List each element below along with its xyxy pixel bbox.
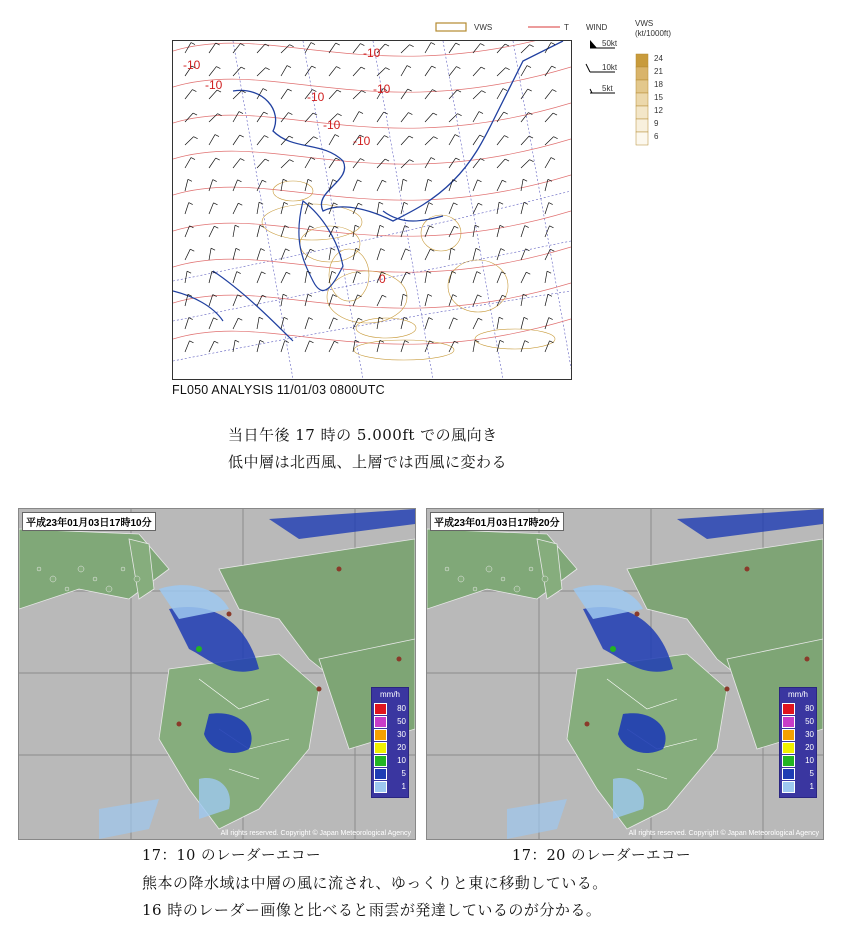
vws-scale-value: 15 xyxy=(654,93,663,102)
temperature-label: -10 xyxy=(183,58,201,72)
radar-description-line1: 熊本の降水域は中層の風に流され、ゆっくりと東に移動している。 xyxy=(142,874,608,892)
radar-scale-unit: mm/h xyxy=(380,690,400,699)
vws-scale-cell xyxy=(636,54,648,67)
vws-scale-cell xyxy=(636,106,648,119)
vws-scale-unit: (kt/1000ft) xyxy=(635,29,672,38)
radar-scale-level xyxy=(782,741,814,754)
radar-scale-level xyxy=(374,702,406,715)
vws-scale-column xyxy=(636,54,663,145)
radar-scale-level xyxy=(374,754,406,767)
radar-scale-level xyxy=(374,767,406,780)
radar-scale-label: 30 xyxy=(397,730,406,739)
radar-scale-label: 1 xyxy=(401,782,406,791)
radar-scale-label: 50 xyxy=(805,717,814,726)
svg-text:5kt: 5kt xyxy=(602,84,613,93)
vws-legend-swatch xyxy=(436,23,466,31)
svg-text:50kt: 50kt xyxy=(602,39,618,48)
radar-scale-label: 30 xyxy=(805,730,814,739)
vws-scale-value: 21 xyxy=(654,67,663,76)
radar-timestamp-right: 平成23年01月03日17時20分 xyxy=(430,512,564,531)
temperature-label: -10 xyxy=(353,134,371,148)
radar-scale-swatch xyxy=(782,703,795,715)
radar-scale-level xyxy=(782,767,814,780)
radar-scale-swatch xyxy=(782,768,795,780)
temperature-label: -10 xyxy=(373,82,391,96)
radar-copyright-right: All rights reserved. Copyright © Japan Meteorological Agency xyxy=(628,830,819,837)
wind-legend-label: WIND xyxy=(586,23,608,32)
radar-scale-level xyxy=(374,741,406,754)
wind-chart-map xyxy=(173,41,571,379)
radar-timestamp-left: 平成23年01月03日17時10分 xyxy=(22,512,156,531)
vws-scale-title: VWS xyxy=(635,19,654,28)
barb-50kt-sample xyxy=(590,39,618,48)
wind-chart xyxy=(172,40,572,380)
radar-scale-level xyxy=(782,780,814,793)
vws-scale-value: 9 xyxy=(654,119,659,128)
radar-scale-label: 50 xyxy=(397,717,406,726)
radar-scale-level xyxy=(782,702,814,715)
wind-description-line1: 当日午後 17 時の 5.000ft での風向き xyxy=(228,426,498,444)
temperature-label: -10 xyxy=(205,78,223,92)
barb-10kt-sample xyxy=(586,63,618,72)
vws-legend-label: VWS xyxy=(474,23,493,32)
t-legend-label: T xyxy=(564,23,569,32)
svg-text:10kt: 10kt xyxy=(602,63,618,72)
radar-scale-label: 5 xyxy=(401,769,406,778)
radar-scale-swatch xyxy=(374,768,387,780)
vws-scale-value: 18 xyxy=(654,80,663,89)
radar-copyright-left: All rights reserved. Copyright © Japan Meteorological Agency xyxy=(220,830,411,837)
radar-scale-label: 20 xyxy=(397,743,406,752)
radar-scale-left xyxy=(371,687,409,798)
radar-scale-label: 5 xyxy=(809,769,814,778)
temperature-label: -10 xyxy=(307,90,325,104)
radar-scale-swatch xyxy=(782,781,795,793)
radar-scale-level xyxy=(782,715,814,728)
radar-description-line2: 16 時のレーダー画像と比べると雨雲が発達しているのが分かる。 xyxy=(142,901,602,919)
temperature-label: -10 xyxy=(363,46,381,60)
radar-scale-level xyxy=(374,780,406,793)
vws-scale-value: 12 xyxy=(654,106,663,115)
vws-scale-cell xyxy=(636,80,648,93)
radar-scale-label: 1 xyxy=(809,782,814,791)
radar-map-left xyxy=(19,509,415,839)
radar-scale-label: 10 xyxy=(397,756,406,765)
radar-map-right xyxy=(427,509,823,839)
temperature-label: -10 xyxy=(323,118,341,132)
radar-scale-swatch xyxy=(374,716,387,728)
radar-scale-label: 80 xyxy=(397,704,406,713)
radar-scale-level xyxy=(782,728,814,741)
vws-scale-value: 6 xyxy=(654,132,659,141)
radar-caption-right: 17：20 のレーダーエコー xyxy=(512,848,692,864)
radar-scale-swatch xyxy=(374,755,387,767)
radar-panel-left xyxy=(18,508,416,840)
radar-scale-label: 20 xyxy=(805,743,814,752)
radar-scale-unit: mm/h xyxy=(788,690,808,699)
vws-scale-cell xyxy=(636,67,648,80)
radar-scale-swatch xyxy=(374,729,387,741)
vws-scale-cell xyxy=(636,132,648,145)
barb-5kt-sample xyxy=(590,84,615,93)
vws-scale-value: 24 xyxy=(654,54,663,63)
wind-chart-caption: FL050 ANALYSIS 11/01/03 0800UTC xyxy=(172,383,385,397)
vws-scale-cell xyxy=(636,119,648,132)
radar-scale-label: 80 xyxy=(805,704,814,713)
radar-panel-right xyxy=(426,508,824,840)
wind-description-line2: 低中層は北西風、上層では西風に変わる xyxy=(228,453,508,471)
radar-scale-swatch xyxy=(782,729,795,741)
radar-caption-left: 17：10 のレーダーエコー xyxy=(142,848,322,864)
radar-scale-swatch xyxy=(782,755,795,767)
radar-scale-swatch xyxy=(782,742,795,754)
radar-scale-level xyxy=(374,715,406,728)
radar-scale-right xyxy=(779,687,817,798)
radar-scale-swatch xyxy=(374,742,387,754)
radar-scale-swatch xyxy=(374,703,387,715)
radar-scale-swatch xyxy=(374,781,387,793)
radar-scale-label: 10 xyxy=(805,756,814,765)
temperature-label: 0 xyxy=(379,272,386,286)
vws-scale-cell xyxy=(636,93,648,106)
radar-scale-level xyxy=(782,754,814,767)
radar-scale-swatch xyxy=(782,716,795,728)
radar-scale-level xyxy=(374,728,406,741)
